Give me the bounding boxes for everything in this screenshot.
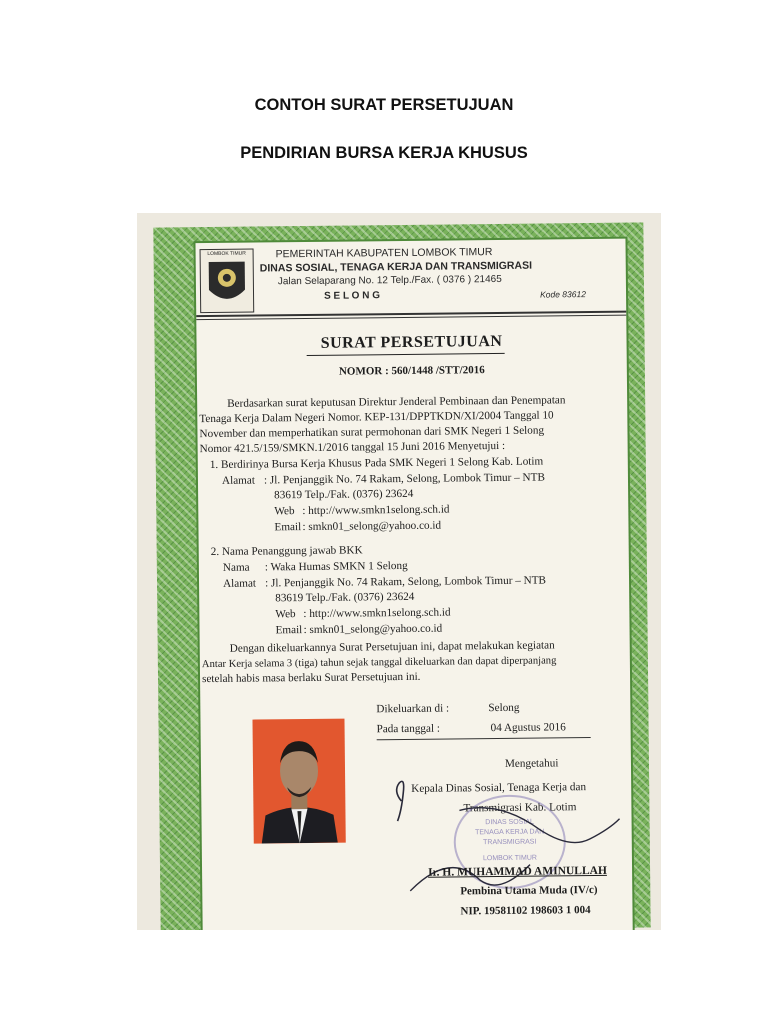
- item2-alamat-line2: 83619 Telp./Fak. (0376) 23624: [275, 590, 415, 605]
- closing-line: Antar Kerja selama 3 (tiga) tahun sejak tanggal dikeluarkan dan dapat diperpanjang: [201, 655, 557, 671]
- handwritten-signature-icon: [389, 769, 630, 902]
- certificate-paper: [195, 239, 632, 930]
- stamp-text: DINAS SOSIAL: [485, 818, 534, 827]
- stamp-text: LOMBOK TIMUR: [482, 854, 537, 863]
- item2-web-label: Web: [275, 608, 296, 621]
- item1-alamat-label: Alamat: [221, 474, 255, 487]
- item2-alamat-label: Alamat: [222, 577, 257, 590]
- item2-email: : smkn01_selong@yahoo.co.id: [303, 622, 443, 637]
- letter-title-underline: [307, 353, 505, 356]
- closing-line: setelah habis masa berlaku Surat Persetujuan ini.: [201, 670, 421, 686]
- item2-email-label: Email: [275, 624, 303, 637]
- signatory-rank: Pembina Utama Muda (IV/c): [460, 883, 598, 898]
- office-line-2: Transmigrasi Kab. Lotim: [463, 801, 577, 815]
- item2-nama-label: Nama: [222, 561, 250, 574]
- issued-label: Dikeluarkan di :: [376, 702, 450, 716]
- letter-number: NOMOR : 560/1448 /STT/2016: [338, 364, 485, 378]
- item1-web-label: Web: [274, 505, 295, 518]
- page-heading-title: CONTOH SURAT PERSETUJUAN: [254, 96, 514, 114]
- body-line: November dan memperhatikan surat permohonan dari SMK Negeri 1 Selong: [199, 424, 545, 441]
- item2-alamat: : Jl. Penjanggik No. 74 Rakam, Selong, Lombok Timur – NTB: [264, 574, 547, 590]
- letterhead-government: PEMERINTAH KABUPATEN LOMBOK TIMUR: [275, 246, 493, 261]
- signatory-name: Ir. H. MUHAMMAD AMINULLAH: [428, 864, 607, 879]
- item1-heading: 1. Berdirinya Bursa Kerja Khusus Pada SMK Negeri 1 Selong Kab. Lotim: [209, 455, 544, 472]
- body-line: Tenaga Kerja Dalam Negeri Nomor. KEP-131/DPPTKDN/XI/2004 Tanggal 10: [199, 409, 554, 426]
- logo-caption: LOMBOK TIMUR: [207, 250, 246, 258]
- closing-line: Dengan dikeluarkannya Surat Persetujuan ini, dapat melakukan kegiatan: [229, 639, 555, 655]
- letterhead-address: Jalan Selaparang No. 12 Telp./Fax. ( 0376 ) 21465: [277, 273, 502, 288]
- certificate-photo: [137, 213, 661, 930]
- item2-nama: : Waka Humas SMKN 1 Selong: [264, 559, 408, 574]
- page-heading-subtitle: PENDIRIAN BURSA KERJA KHUSUS: [240, 144, 528, 162]
- stamp-text: TENAGA KERJA DAN: [475, 828, 545, 837]
- government-logo-icon: [200, 249, 255, 314]
- acknowledged-label: Mengetahui: [504, 757, 559, 770]
- certificate-green-border: [153, 222, 650, 930]
- date-value: 04 Agustus 2016: [490, 721, 566, 735]
- stamp-text: TRANSMIGRASI: [483, 838, 537, 847]
- item2-heading: 2. Nama Penanggung jawab BKK: [210, 544, 363, 559]
- applicant-portrait: [252, 719, 345, 844]
- letter-title: SURAT PERSETUJUAN: [320, 332, 503, 352]
- item1-email: : smkn01_selong@yahoo.co.id: [302, 519, 442, 534]
- body-line: Nomor 421.5/159/SMKN.1/2016 tanggal 15 Juni 2016 Menyetujui :: [199, 439, 506, 456]
- issued-value: Selong: [488, 701, 520, 715]
- item2-web: : http://www.smkn1selong.sch.id: [303, 606, 451, 621]
- item1-alamat: : Jl. Penjanggik No. 74 Rakam, Selong, Lombok Timur – NTB: [263, 471, 545, 487]
- item1-web: : http://www.smkn1selong.sch.id: [302, 503, 450, 518]
- letterhead-postal-code: Kode 83612: [539, 289, 586, 300]
- item1-alamat-line2: 83619 Telp./Fak. (0376) 23624: [274, 487, 414, 502]
- item1-email-label: Email: [274, 521, 302, 534]
- date-underline: [377, 737, 591, 740]
- letterhead-agency: DINAS SOSIAL, TENAGA KERJA DAN TRANSMIGRASI: [259, 259, 533, 275]
- body-line: Berdasarkan surat keputusan Direktur Jenderal Pembinaan dan Penempatan: [227, 394, 566, 410]
- signatory-nip: NIP. 19581102 198603 1 004: [460, 904, 591, 918]
- letterhead-city: S E L O N G: [323, 290, 381, 302]
- office-line-1: Kepala Dinas Sosial, Tenaga Kerja dan: [411, 781, 587, 795]
- date-label: Pada tanggal :: [376, 722, 441, 736]
